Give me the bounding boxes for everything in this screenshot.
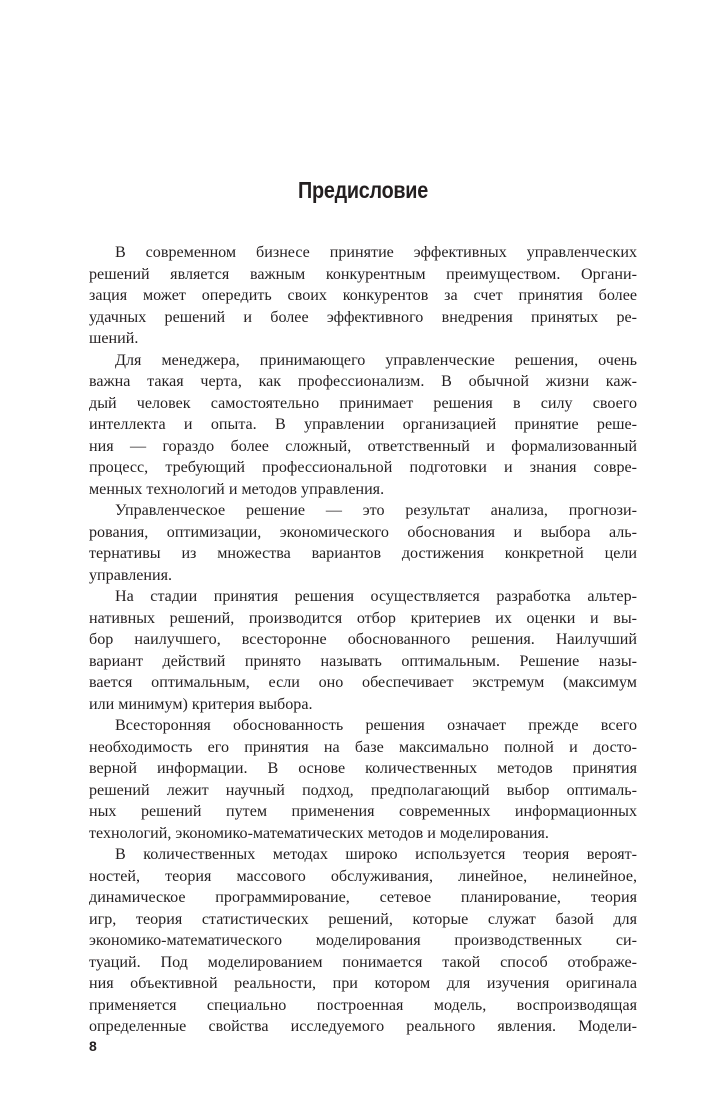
page-number: 8	[89, 1038, 97, 1054]
text-line: В современном бизнесе принятие эффективных управленческих	[115, 244, 637, 261]
paragraph	[89, 586, 637, 715]
text-line: вается оптимальным, если оно обеспечивает экстремум (максимум	[89, 674, 637, 691]
text-line: игр, теория статистических решений, которые служат базой для	[89, 910, 637, 928]
text-line: тернативы из множества вариантов достижения конкретной цели	[89, 545, 637, 562]
paragraph	[89, 350, 637, 501]
chapter-heading: Предисловие	[298, 177, 428, 203]
text-line: ния объективной реальности, при котором для изучения оригинала	[89, 975, 637, 992]
text-line: В количественных методах широко используется теория вероят-	[115, 846, 637, 863]
text-line: Управленческое решение — это результат анализа, прогнози-	[115, 502, 637, 519]
text-line: ностей, теория массового обслуживания, линейное, нелинейное,	[89, 867, 637, 885]
text-line: Всесторонняя обоснованность решения означает прежде всего	[115, 717, 637, 734]
text-line: нативных решений, производится отбор критериев их оценки и вы-	[89, 609, 637, 627]
text-line: управления.	[89, 566, 173, 584]
text-line: необходимость его принятия на базе максимально полной и досто-	[89, 738, 637, 756]
text-line: верной информации. В основе количественных методов принятия	[89, 760, 637, 777]
text-line: зация может опередить своих конкурентов за счет принятия более	[89, 287, 637, 304]
preface-body	[89, 242, 637, 1038]
text-line: Для менеджера, принимающего управленческие решения, очень	[115, 351, 637, 369]
text-line: решений лежит научный подход, предполагающий выбор оптималь-	[89, 781, 637, 799]
paragraph	[89, 715, 637, 844]
text-line: решений является важным конкурентным преимуществом. Органи-	[89, 265, 637, 283]
text-line: менных технологий и методов управления.	[89, 480, 385, 498]
text-line: динамическое программирование, сетевое планирование, теория	[89, 889, 637, 906]
text-line: технологий, экономико-математических методов и моделирования.	[89, 824, 549, 842]
paragraph	[89, 242, 637, 350]
text-line: дый человек самостоятельно принимает решения в силу своего	[89, 394, 637, 412]
text-line: вариант действий принято называть оптимальным. Решение назы-	[89, 652, 637, 670]
text-line: туаций. Под моделированием понимается такой способ отображе-	[89, 953, 637, 971]
text-line: процесс, требующий профессиональной подготовки и знания совре-	[89, 459, 637, 476]
text-line: или минимум) критерия выбора.	[89, 695, 313, 713]
text-line: определенные свойства исследуемого реального явления. Модели-	[89, 1018, 637, 1035]
text-line: экономико-математического моделирования производственных си-	[89, 932, 637, 949]
text-line: рования, оптимизации, экономического обоснования и выбора аль-	[89, 523, 637, 541]
text-line: интеллекта и опыта. В управлении организацией принятие реше-	[89, 416, 637, 433]
text-line: удачных решений и более эффективного внедрения принятых ре-	[89, 308, 637, 326]
text-line: На стадии принятия решения осуществляется разработка альтер-	[115, 588, 637, 605]
text-line: ния — гораздо более сложный, ответственный и формализованный	[89, 437, 637, 455]
text-line: применяется специально построенная модель, воспроизводящая	[89, 996, 637, 1014]
text-line: важна такая черта, как профессионализм. В обычной жизни каж-	[89, 373, 637, 390]
paragraph	[89, 500, 637, 586]
paragraph	[89, 844, 637, 1038]
text-line: бор наилучшего, всесторонне обоснованного решения. Наилучший	[89, 631, 637, 648]
text-line: шений.	[89, 330, 139, 347]
text-line: ных решений путем применения современных информационных	[89, 803, 637, 820]
